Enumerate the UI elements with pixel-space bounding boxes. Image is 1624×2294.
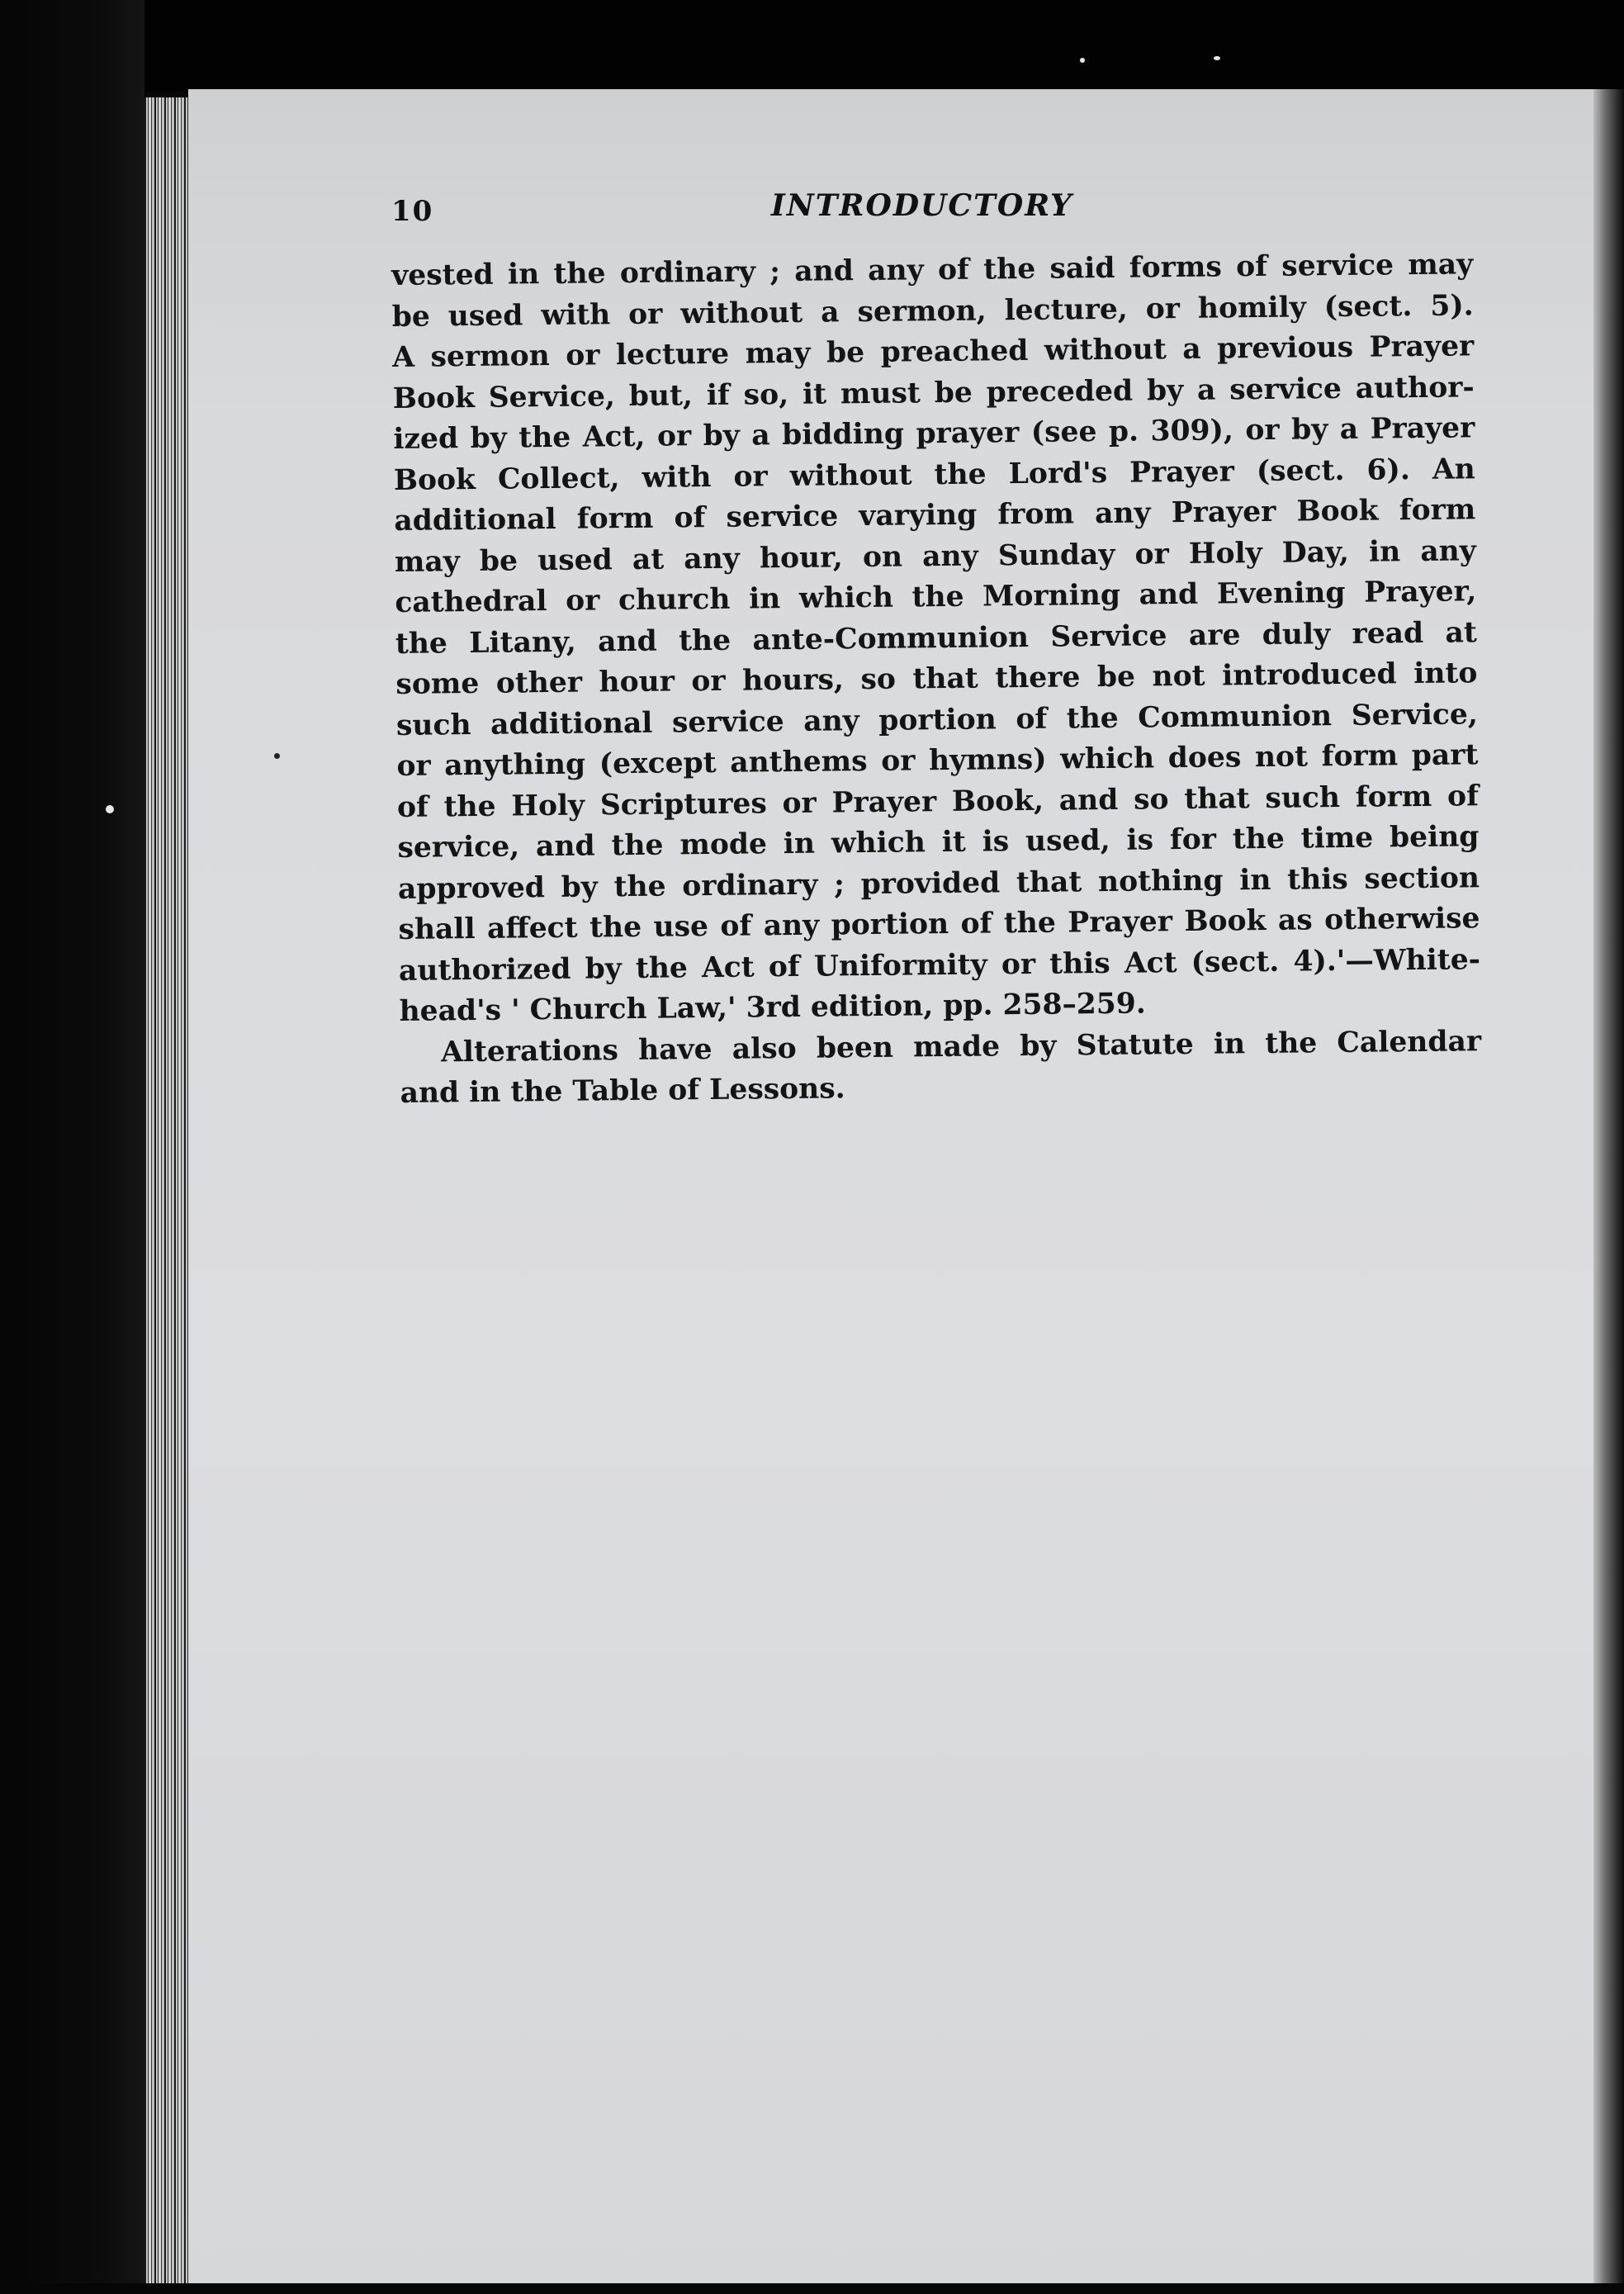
text-line: ized by the Act, or by a bidding prayer (see p. 309), or by a Prayer <box>393 411 1475 456</box>
text-line: of the Holy Scriptures or Prayer Book, and so that such form of <box>396 779 1480 824</box>
text-line: additional form of service varying from any Prayer Book form <box>394 493 1476 538</box>
text-line: shall affect the use of any portion of the Prayer Book as otherwise <box>398 902 1480 946</box>
text-line: vested in the ordinary ; and any of the said forms of service may <box>391 248 1474 292</box>
dust-speck <box>274 753 280 759</box>
text-line: be used with or without a sermon, lecture, or homily (sect. 5). <box>391 288 1474 334</box>
dust-speck <box>106 805 114 813</box>
text-line: service, and the mode in which it is used, is for the time being <box>397 820 1480 865</box>
running-head: INTRODUCTORY <box>771 188 1073 223</box>
text-line: approved by the ordinary ; provided that nothing in this section <box>397 860 1480 906</box>
scan-bottom-border <box>0 2283 1624 2294</box>
text-line: head's ' Church Law,' 3rd edition, pp. 258–259. <box>399 987 1147 1028</box>
text-line: Book Collect, with or without the Lord's Prayer (sect. 6). An <box>393 452 1475 497</box>
scan-left-border <box>0 0 144 2294</box>
scan-top-border <box>0 0 1624 91</box>
page-stack-edges <box>144 97 194 2290</box>
text-line: A sermon or lecture may be preached without a previous Prayer <box>392 329 1475 374</box>
dust-speck <box>1214 56 1220 60</box>
text-line: some other hour or hours, so that there be not introduced into <box>395 656 1478 701</box>
text-line: or anything (except anthems or hymns) which does not form part <box>396 738 1479 783</box>
body-text <box>391 244 1482 1114</box>
scan-right-border <box>1593 89 1624 2294</box>
text-line: authorized by the Act of Uniformity or this Act (sect. 4).'—White- <box>398 942 1481 988</box>
text-line: the Litany, and the ante-Communion Service are duly read at <box>395 615 1478 661</box>
page-header <box>391 188 1481 238</box>
text-line: cathedral or church in which the Morning and Evening Prayer, <box>395 575 1477 619</box>
text-line: Alterations have also been made by Statute in the Calendar <box>440 1024 1482 1069</box>
dust-speck <box>1080 58 1085 63</box>
text-line: and in the Table of Lessons. <box>400 1072 845 1110</box>
page-number: 10 <box>391 195 434 228</box>
text-line: Book Service, but, if so, it must be preceded by a service author- <box>392 370 1475 415</box>
text-line: may be used at any hour, on any Sunday or Holy Day, in any <box>394 533 1477 579</box>
text-line: such additional service any portion of the Communion Service, <box>395 697 1479 742</box>
